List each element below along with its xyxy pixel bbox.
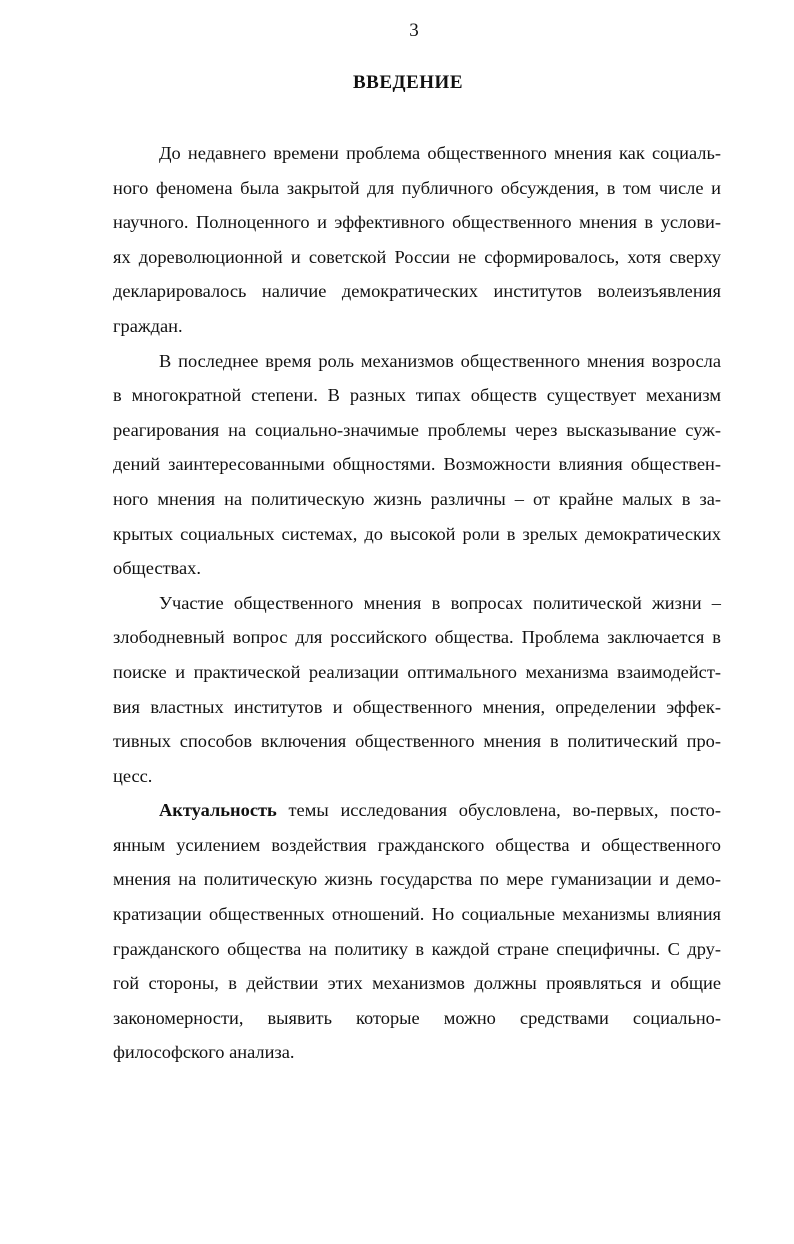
text-line: ях дореволюционной и советской России не сформировалось, хотя сверху [113,246,721,267]
text-line: гражданского общества на политику в каждой стране специфичны. С дру- [113,938,721,959]
text-line: декларировалось наличие демократических институтов волеизъявления [113,281,721,302]
text-line: закономерности, выявить которые можно средствами социально- [113,1007,721,1028]
text-line: янным усилением воздействия гражданского общества и общественного [113,834,721,855]
text-line: ного мнения на политическую жизнь различны – от крайне малых в за- [113,488,721,509]
text-line: тивных способов включения общественного мнения в политический про- [113,731,721,752]
text-line-rest: темы исследования обусловлена, во-первых, посто- [276,800,721,821]
text-line: Участие общественного мнения в вопросах политической жизни – [159,592,721,613]
text-line: философского анализа. [113,1042,295,1063]
text-line: крытых социальных системах, до высокой роли в зрелых демократических [113,523,721,544]
paragraph-4 [113,793,721,1070]
page-number: 3 [409,20,419,41]
body-text [113,136,721,1070]
bold-lead-term: Актуальность [159,800,277,821]
text-line: В последнее время роль механизмов общественного мнения возросла [159,350,721,371]
text-line: кратизации общественных отношений. Но социальные механизмы влияния [113,904,721,925]
text-line: гой стороны, в действии этих механизмов должны проявляться и общие [113,973,721,994]
text-line: обществах. [113,558,201,579]
text-line: цесс. [113,765,153,786]
text-line: вия властных институтов и общественного мнения, определении эффек- [113,696,721,717]
text-line: поиске и практической реализации оптимального механизма взаимодейст- [113,661,721,682]
text-line: граждан. [113,315,183,336]
paragraph-3 [113,586,721,794]
text-line [113,793,721,828]
text-line: ного феномена была закрытой для публичного обсуждения, в том числе и [113,177,721,198]
text-line: злободневный вопрос для российского общества. Проблема заключается в [113,627,721,648]
text-line: мнения на политическую жизнь государства по мере гуманизации и демо- [113,869,721,890]
text-line: До недавнего времени проблема общественного мнения как социаль- [159,143,721,163]
paragraph-2 [113,344,721,586]
paragraph-1 [113,136,721,344]
text-line: в многократной степени. В разных типах обществ существует механизм [113,385,721,406]
page-heading: ВВЕДЕНИЕ [353,72,463,93]
text-line: реагирования на социально-значимые проблемы через высказывание суж- [113,419,721,440]
text-line: дений заинтересованными общностями. Возможности влияния обществен- [113,454,721,475]
text-line: научного. Полноценного и эффективного общественного мнения в услови- [113,212,721,233]
